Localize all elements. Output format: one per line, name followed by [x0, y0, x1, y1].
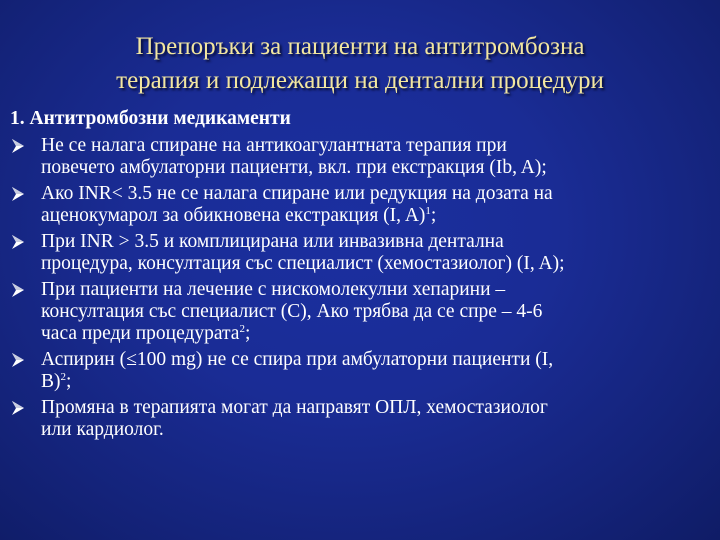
list-item-punctuation: ;: [66, 371, 72, 392]
list-item: [10, 231, 706, 275]
list-item: [10, 397, 706, 441]
footnote-marker: 1: [425, 205, 431, 217]
list-item-line: [41, 231, 706, 253]
arrowhead-bullet-icon: [11, 138, 25, 154]
list-item: [10, 349, 706, 393]
arrowhead-bullet-icon: [11, 282, 25, 298]
list-item-text: Ако INR< 3.5 не се налага спиране или редукция на дозата на: [41, 183, 553, 204]
list-item-line: [41, 301, 706, 323]
arrowhead-bullet-icon: [11, 400, 25, 416]
list-item-text: Аспирин (≤100 mg) не се спира при амбулаторни пациенти (I,: [41, 349, 554, 370]
bullet-list: [10, 135, 706, 441]
slide-title: [20, 30, 700, 98]
list-item-text: повечето амбулаторни пациенти, вкл. при екстракция (Ib, A);: [41, 157, 547, 178]
list-item-text: При INR > 3.5 и комплицирана или инвазивна дентална: [41, 231, 504, 252]
arrowhead-bullet-icon: [11, 234, 25, 250]
list-item-text: Не се налага спиране на антикоагулантната терапия при: [41, 135, 507, 156]
list-item: [10, 135, 706, 179]
list-item-line: [41, 279, 706, 301]
list-item-line: [41, 397, 706, 419]
list-item-line: [41, 205, 706, 227]
list-item-line: [41, 183, 706, 205]
list-item-punctuation: ;: [244, 323, 251, 344]
slide-content: [10, 108, 706, 445]
list-item-text: B): [41, 371, 61, 392]
list-item-text: При пациенти на лечение с нискомолекулни хепарини –: [41, 279, 506, 300]
title-line-1: Препоръки за пациенти на антитромбозна: [135, 33, 585, 60]
list-item-punctuation: ;: [430, 205, 437, 226]
list-item-line: [41, 135, 706, 157]
arrowhead-bullet-icon: [11, 352, 25, 368]
title-line-2: терапия и подлежащи на дентални процедури: [116, 67, 604, 94]
list-item-text: аценокумарол за обикновена екcтракция (I, A): [41, 205, 426, 226]
list-item-text: Промяна в терапията могат да направят ОПЛ, хемостазиолог: [41, 397, 548, 418]
list-item-text: процедура, консултация със специалист (хемостазиолог) (I, A);: [41, 253, 565, 274]
list-item-line: [41, 157, 706, 179]
footnote-marker: 2: [239, 323, 245, 335]
list-item: [10, 183, 706, 227]
section-heading: 1. Антитромбозни медикаменти: [10, 108, 291, 129]
list-item-line: [41, 253, 706, 275]
list-item-text: консултация със специалист (C), Ако трябва да се спре – 4-6: [41, 301, 543, 322]
arrowhead-bullet-icon: [11, 186, 25, 202]
list-item-line: [41, 349, 706, 371]
list-item-text: или кардиолог.: [41, 419, 164, 440]
list-item-line: [41, 419, 706, 441]
footnote-marker: 2: [60, 371, 66, 383]
list-item-line: [41, 371, 706, 393]
list-item: [10, 279, 706, 345]
list-item-text: часа преди процедурата: [41, 323, 240, 344]
list-item-line: [41, 323, 706, 345]
